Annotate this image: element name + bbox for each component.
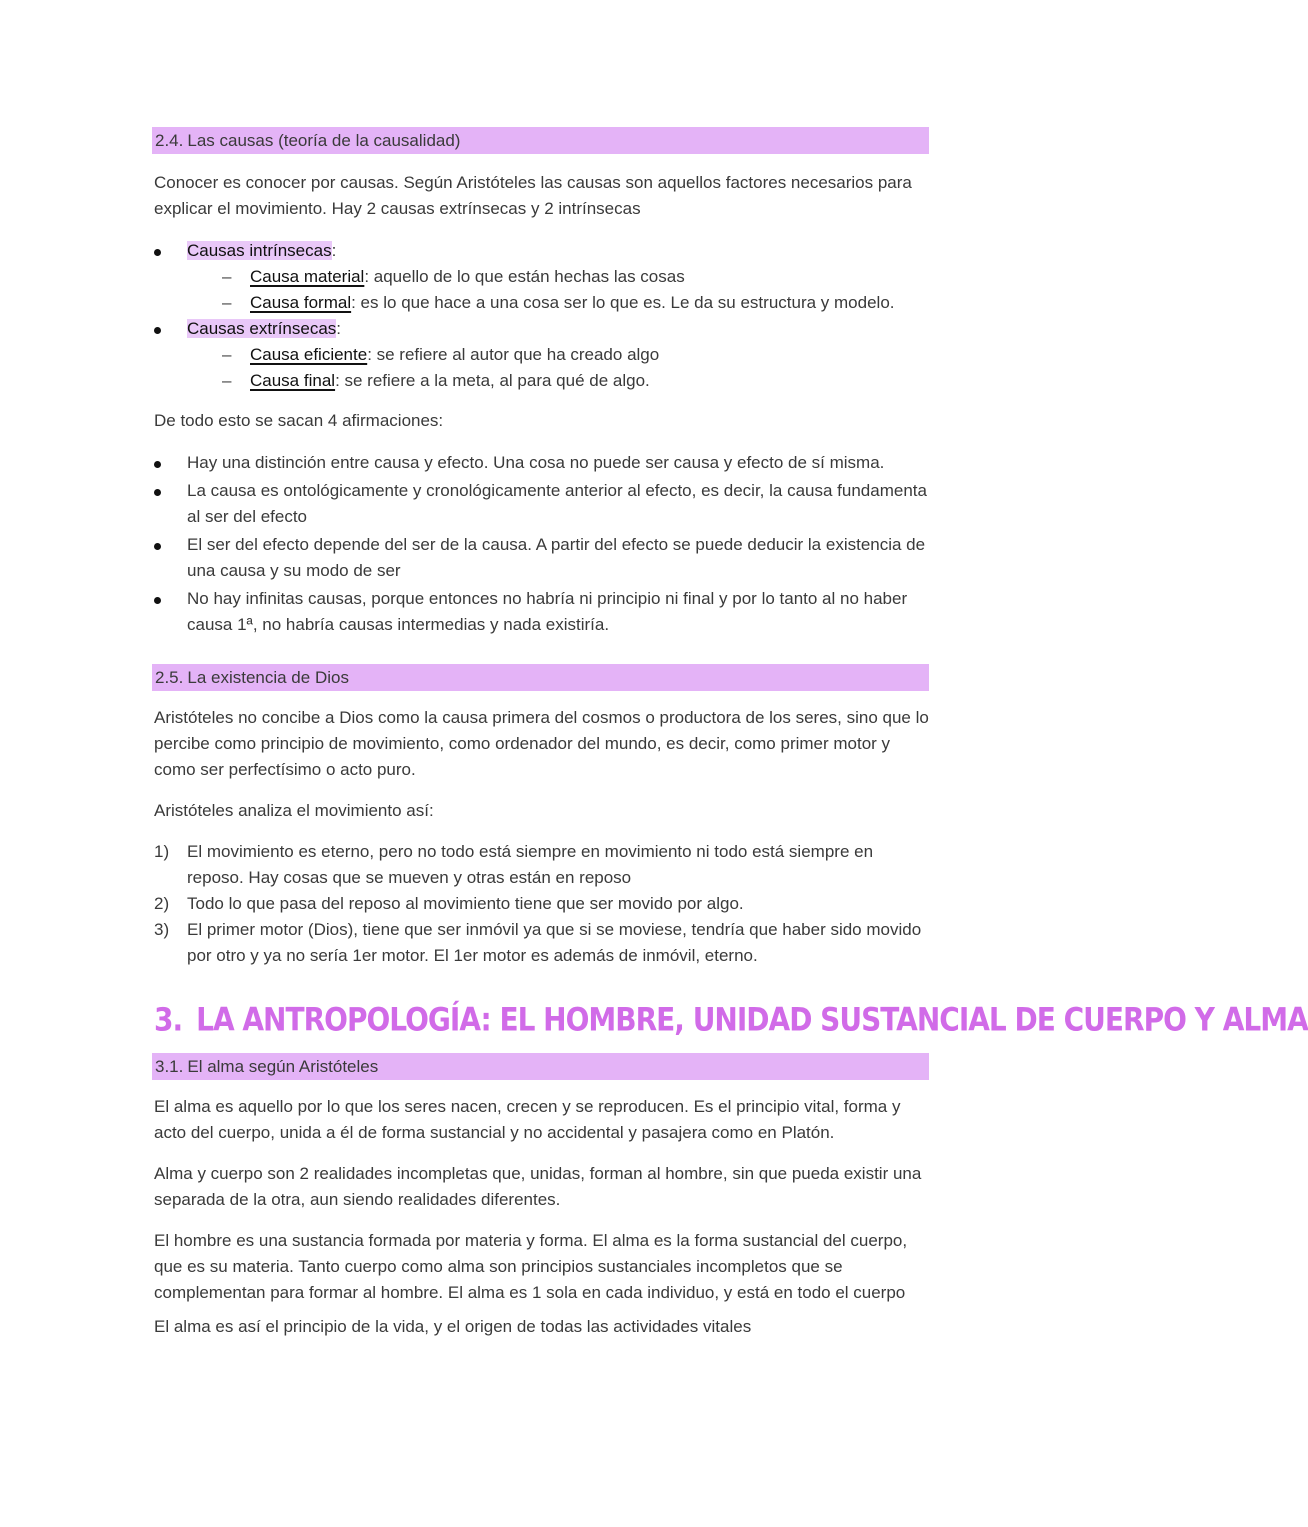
chapter-number: 3. — [154, 1000, 183, 1039]
cause-term: Causa eficiente — [250, 345, 368, 364]
bullet-icon — [154, 327, 161, 334]
list-item — [152, 264, 929, 290]
claims-list — [152, 450, 929, 638]
list-item: Causas extrínsecas: — [152, 316, 929, 342]
bullet-icon — [154, 249, 161, 256]
list-item — [152, 917, 929, 969]
list-item — [152, 586, 929, 638]
section-title: El alma según Aristóteles — [187, 1057, 379, 1076]
list-marker: 1) — [154, 842, 170, 861]
cause-term: Causa formal — [250, 293, 352, 312]
list-item — [152, 450, 929, 476]
claim-text: La causa es ontológicamente y cronológicamente anterior al efecto, es decir, la causa fundamenta al ser del efecto — [187, 481, 927, 526]
intro-paragraph: Conocer es conocer por causas. Según Aristóteles las causas son aquellos factores necesarios para explicar el movimiento. Hay 2 causas extrínsecas y 2 intrínsecas — [154, 173, 912, 218]
body-paragraph: El hombre es una sustancia formada por materia y forma. El alma es la forma sustancial del cuerpo, que es su materia. Tanto cuerpo como alma son principios sustanciales incompletos que se complementan para formar al hombre. El alma es 1 sola en cada individuo, y está en todo el cuerpo — [154, 1231, 908, 1302]
dash-icon: – — [222, 267, 232, 286]
list-item — [152, 368, 929, 394]
bullet-icon — [154, 543, 161, 550]
causes-list — [152, 238, 929, 394]
chapter-heading-3 — [152, 996, 1308, 1044]
section-number: 3.1. — [155, 1057, 184, 1076]
list-item: Causas intrínsecas: — [152, 238, 929, 264]
group-label: Causas extrínsecas — [187, 319, 337, 338]
list-item — [152, 891, 929, 917]
cause-description: : aquello de lo que están hechas las cosas — [364, 267, 685, 286]
body-paragraph: Aristóteles no concibe a Dios como la causa primera del cosmos o productora de los seres, sino que lo percibe como principio de movimiento, como ordenador del mundo, es decir, como primer motor y como ser perfectísimo o acto puro. — [154, 708, 929, 779]
section-heading-2-4 — [152, 127, 929, 154]
group-label: Causas intrínsecas — [187, 241, 332, 260]
body-paragraph: El alma es aquello por lo que los seres nacen, crecen y se reproducen. Es el principio vital, forma y acto del cuerpo, unida a él de forma sustancial y no accidental y pasajera como en Platón. — [154, 1097, 901, 1142]
dash-icon: – — [222, 293, 232, 312]
point-text: El primer motor (Dios), tiene que ser inmóvil ya que si se moviese, tendría que haber sido movido por otro y ya no sería 1er motor. El 1er motor es además de inmóvil, eterno. — [187, 920, 922, 965]
lead-paragraph: De todo esto se sacan 4 afirmaciones: — [154, 411, 444, 430]
section-number: 2.4. — [155, 131, 184, 150]
list-item — [152, 532, 929, 584]
chapter-title: LA ANTROPOLOGÍA: EL HOMBRE, UNIDAD SUSTANCIAL DE CUERPO Y ALMA — [196, 1000, 1308, 1039]
lead-paragraph: Aristóteles analiza el movimiento así: — [154, 801, 434, 820]
list-item — [152, 342, 929, 368]
movement-list — [152, 839, 929, 969]
dash-icon: – — [222, 345, 232, 364]
point-text: El movimiento es eterno, pero no todo está siempre en movimiento ni todo está siempre en reposo. Hay cosas que se mueven y otras están en reposo — [187, 842, 874, 887]
document-page — [152, 127, 1308, 1340]
section-heading-2-5 — [152, 664, 929, 691]
list-marker: 2) — [154, 894, 170, 913]
section-title: La existencia de Dios — [187, 668, 349, 687]
claim-text: No hay infinitas causas, porque entonces no habría ni principio ni final y por lo tanto al no haber causa 1ª, no habría causas intermedias y nada existiría. — [187, 589, 908, 634]
bullet-icon — [154, 461, 161, 468]
cause-description: : se refiere a la meta, al para qué de algo. — [335, 371, 650, 390]
bullet-icon — [154, 597, 161, 604]
section-number: 2.5. — [155, 668, 184, 687]
cause-term: Causa final — [250, 371, 336, 390]
section-title: Las causas (teoría de la causalidad) — [187, 131, 461, 150]
section-heading-3-1 — [152, 1053, 929, 1080]
point-text: Todo lo que pasa del reposo al movimiento tiene que ser movido por algo. — [187, 894, 744, 913]
body-paragraph: El alma es así el principio de la vida, y el origen de todas las actividades vitales — [154, 1317, 752, 1336]
dash-icon: – — [222, 371, 232, 390]
body-paragraph: Alma y cuerpo son 2 realidades incompletas que, unidas, forman al hombre, sin que pueda existir una separada de la otra, aun siendo realidades diferentes. — [154, 1164, 922, 1209]
list-item — [152, 839, 929, 891]
claim-text: Hay una distinción entre causa y efecto. Una cosa no puede ser causa y efecto de sí misma. — [187, 453, 885, 472]
bullet-icon — [154, 489, 161, 496]
claim-text: El ser del efecto depende del ser de la causa. A partir del efecto se puede deducir la existencia de una causa y su modo de ser — [187, 535, 926, 580]
list-item — [152, 290, 929, 316]
cause-term: Causa material — [250, 267, 365, 286]
cause-description: : es lo que hace a una cosa ser lo que es. Le da su estructura y modelo. — [351, 293, 895, 312]
list-marker: 3) — [154, 920, 170, 939]
list-item — [152, 478, 929, 530]
cause-description: : se refiere al autor que ha creado algo — [367, 345, 660, 364]
